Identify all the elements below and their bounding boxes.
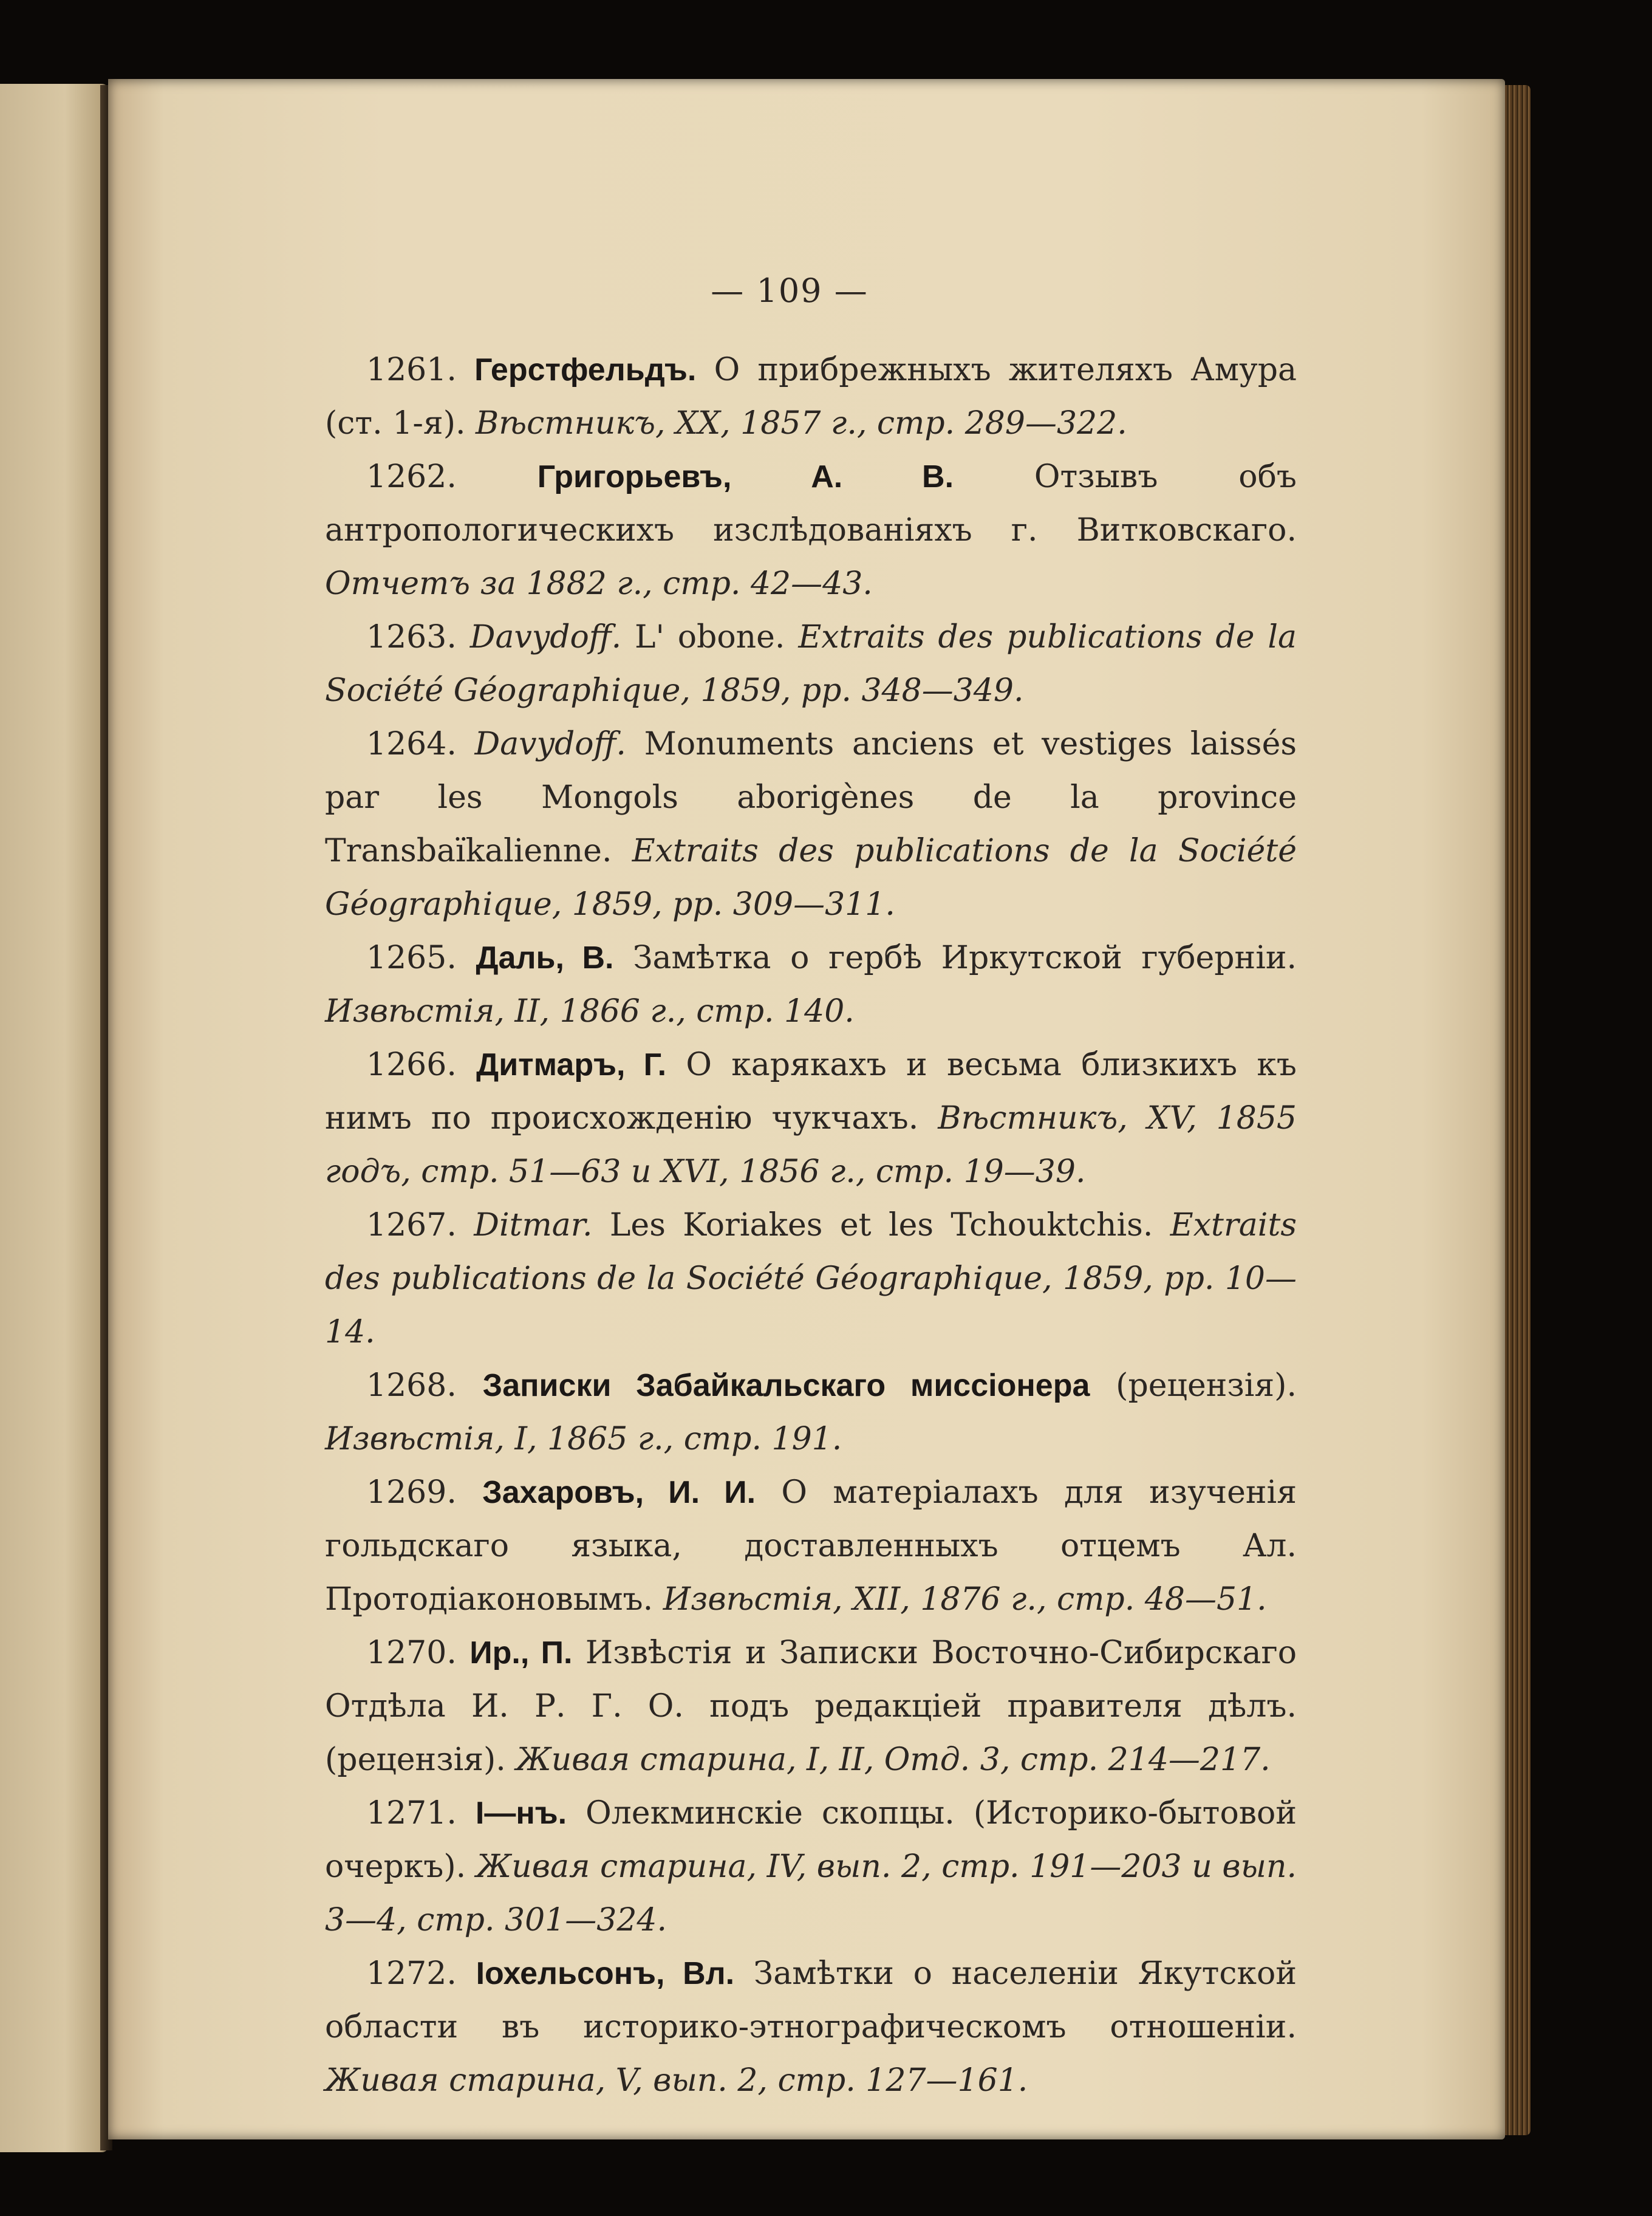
entry-title: Замѣтка о гербѣ Иркутской губерніи. — [633, 940, 1297, 976]
bibliography-entry — [325, 610, 1297, 717]
entry-title: Отзывъ объ антропологическихъ изслѣдованіяхъ г. Витковскаго. — [325, 459, 1297, 549]
page-number: — 109 — — [711, 272, 869, 310]
bibliography-entry — [325, 1038, 1297, 1199]
bibliography-entry — [325, 1466, 1297, 1626]
entry-number: 1262. — [366, 459, 457, 495]
entry-author: Дитмаръ, Г. — [476, 1047, 667, 1082]
entry-title: L' obone. — [635, 619, 785, 655]
entry-author: Захаровъ, И. И. — [482, 1475, 756, 1510]
entry-author: Іохельсонъ, Вл. — [476, 1956, 735, 1991]
entry-title: О прибрежныхъ жителяхъ Амура (ст. 1-я). — [325, 352, 1297, 442]
entry-title: Les Koriakes et les Tchouktchis. — [609, 1207, 1153, 1243]
entry-title: Замѣтки о населеніи Якутской области въ историко-этнографическомъ отношеніи. — [325, 1955, 1297, 2045]
entry-source: Живая старина, IV, вып. 2, стр. 191—203 и вып. 3—4, стр. 301—324. — [325, 1848, 1297, 1938]
entry-source: Живая старина, V, вып. 2, стр. 127—161. — [325, 2062, 1028, 2099]
entry-title: Monuments anciens et vestiges laissés par les Mongols aborigènes de la province Transbaïkalienne. — [325, 726, 1297, 869]
entry-source: Extraits des publications de la Société Géographique, 1859, pp. 348—349. — [325, 619, 1297, 709]
bibliography-entry — [325, 1359, 1297, 1466]
bibliography-list — [325, 343, 1297, 2107]
entry-number: 1269. — [366, 1474, 457, 1511]
entry-author: I—нъ. — [475, 1796, 567, 1831]
entry-source: Отчетъ за 1882 г., стр. 42—43. — [325, 566, 873, 602]
entry-number: 1263. — [366, 619, 457, 655]
entry-source: Вѣстникъ, XV, 1855 годъ, стр. 51—63 и XVI, 1856 г., стр. 19—39. — [325, 1100, 1297, 1190]
entry-title: Извѣстія и Записки Восточно-Сибирскаго Отдѣла И. Р. Г. О. подъ редакціей правителя дѣлъ. (рецензія). — [325, 1635, 1297, 1778]
entry-title: О матеріалахъ для изученія гольдскаго языка, доставленныхъ отцемъ Ал. Протодіаконовымъ. — [325, 1474, 1297, 1618]
page-block-edge — [1505, 85, 1531, 2135]
entry-number: 1268. — [366, 1367, 457, 1404]
bibliography-entry — [325, 1199, 1297, 1359]
entry-number: 1270. — [366, 1635, 457, 1671]
entry-author: Ditmar. — [474, 1207, 593, 1243]
bibliography-entry — [325, 931, 1297, 1038]
entry-source: Извѣстія, II, 1866 г., стр. 140. — [325, 993, 855, 1030]
entry-author: Герстфельдъ. — [474, 352, 697, 388]
bibliography-entry — [325, 1626, 1297, 1787]
entry-number: 1264. — [366, 726, 457, 762]
entry-author: Григорьевъ, А. В. — [537, 459, 954, 494]
entry-number: 1271. — [366, 1795, 457, 1831]
entry-number: 1261. — [366, 352, 457, 388]
entry-number: 1267. — [366, 1207, 457, 1243]
entry-title: О карякахъ и весьма близкихъ къ нимъ по происхожденію чукчахъ. — [325, 1047, 1297, 1137]
entry-author: Ир., П. — [469, 1635, 573, 1671]
entry-title: Олекминскіе скопцы. (Историко-бытовой очеркъ). — [325, 1795, 1297, 1885]
entry-title: (рецензія). — [1116, 1367, 1297, 1404]
left-page-edge — [0, 84, 108, 2152]
entry-source: Вѣстникъ, XX, 1857 г., стр. 289—322. — [476, 405, 1127, 442]
entry-source: Extraits des publications de la Société Géographique, 1859, pp. 309—311. — [325, 833, 1297, 923]
entry-author: Davydoff. — [474, 726, 626, 762]
entry-source: Извѣстія, XII, 1876 г., стр. 48—51. — [663, 1581, 1267, 1618]
bibliography-entry — [325, 1787, 1297, 1947]
bibliography-entry — [325, 450, 1297, 610]
bibliography-entry — [325, 343, 1297, 450]
entry-source: Живая старина, I, II, Отд. 3, стр. 214—217. — [516, 1742, 1271, 1778]
bibliography-entry — [325, 717, 1297, 931]
entry-source: Извѣстія, I, 1865 г., стр. 191. — [325, 1421, 842, 1457]
entry-author: Davydoff. — [469, 619, 622, 655]
entry-number: 1272. — [366, 1955, 457, 1992]
entry-author: Записки Забайкальскаго миссіонера — [482, 1368, 1090, 1403]
entry-number: 1266. — [366, 1047, 457, 1083]
entry-author: Даль, В. — [476, 940, 614, 976]
bibliography-entry — [325, 1947, 1297, 2107]
entry-source: Extraits des publications de la Société Géographique, 1859, pp. 10—14. — [325, 1207, 1297, 1350]
entry-number: 1265. — [366, 940, 457, 976]
